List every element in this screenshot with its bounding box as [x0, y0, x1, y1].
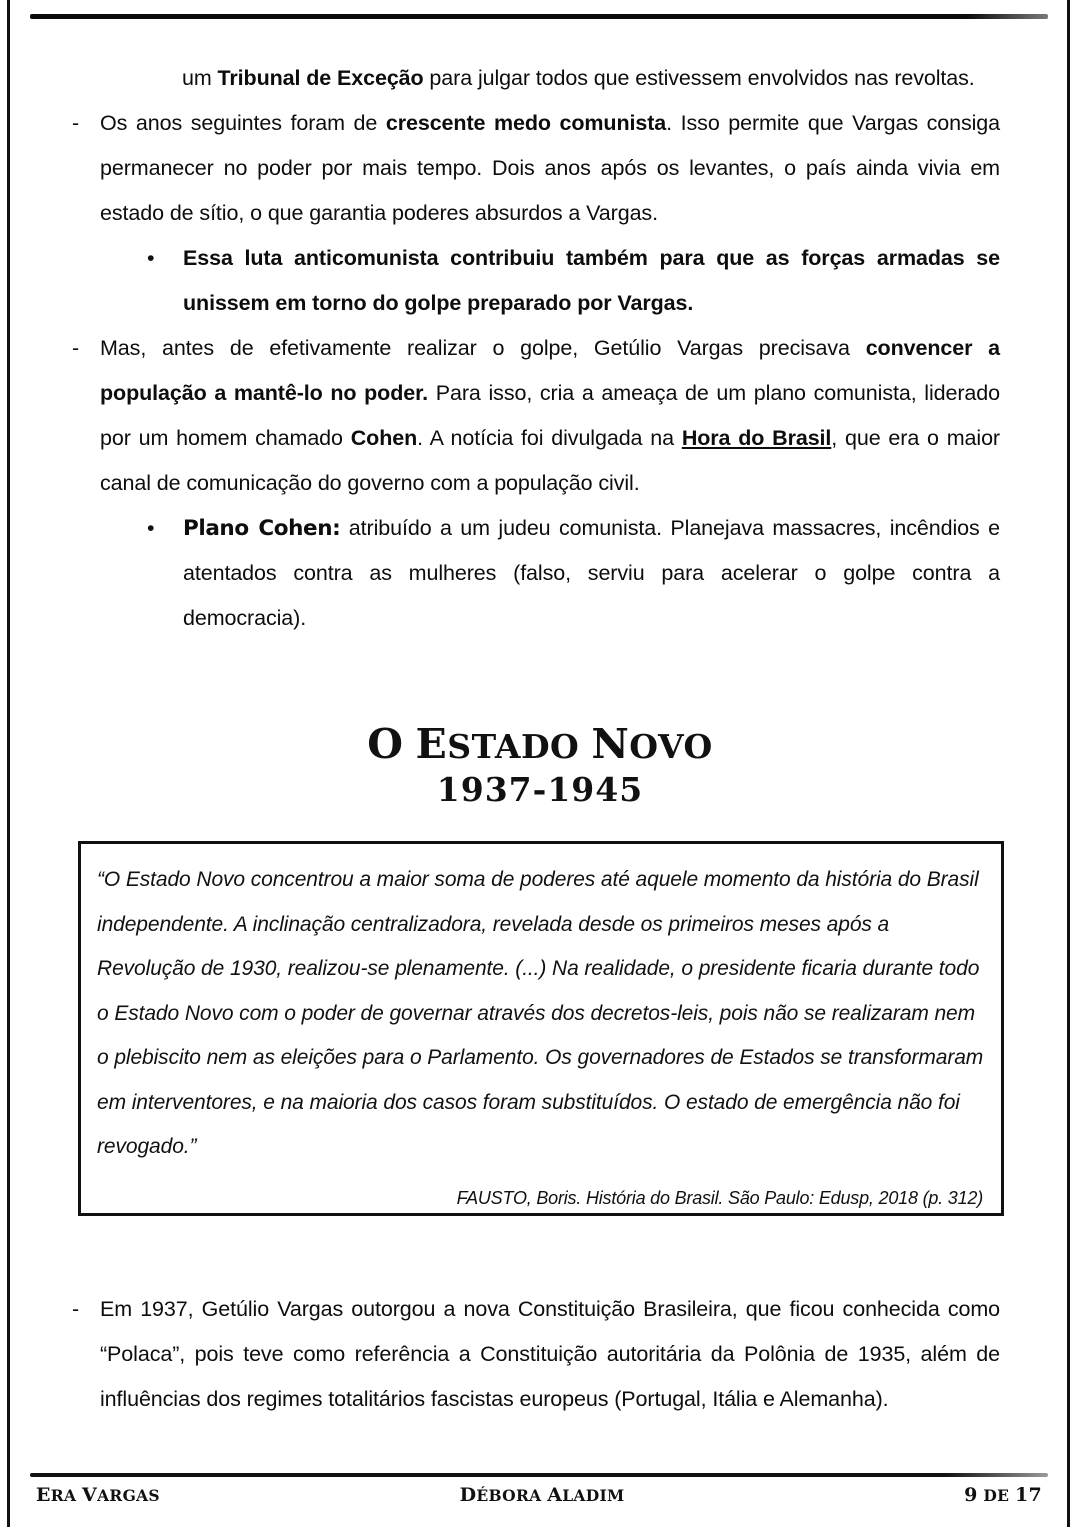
round-bullet-icon: • [147, 246, 155, 270]
text-bold-underline-hora-do-brasil: Hora do Brasil [681, 426, 832, 450]
round-bullet-icon: • [147, 516, 155, 540]
section-title-line-1 [60, 722, 1020, 769]
text-bold-convencer-populacao: convencer a população a mantê-lo no poder. [100, 336, 1000, 405]
footer-page-total: 17 [1014, 1484, 1042, 1506]
quote-callout-box [78, 841, 1004, 1216]
dash-bullet-icon: - [72, 111, 80, 135]
text-plain: Os anos seguintes foram de [100, 111, 386, 135]
section-title-line-2-years: 1937-1945 [436, 770, 644, 809]
footer-center-rest-ladim: LADIM [562, 1486, 625, 1505]
text-plain: . Isso permite que Vargas consiga permanecer no poder por mais tempo. Dois anos após os levantes, o país ainda vivia em estado de sítio, o que garantia poderes absurdos a Vargas. [100, 111, 1001, 225]
footer-center-cap-d: D [459, 1484, 477, 1506]
list-item-bullet-plano-cohen [145, 506, 1000, 641]
text-bold-tribunal-excecao: Tribunal de Exceção [217, 66, 424, 90]
text-plain: Em 1937, Getúlio Vargas outorgou a nova Constituição Brasileira, que ficou conhecida como “Polaca”, pois teve como referência a Constituição autoritária da Polônia de 1935, além de influências dos regimes totalitários fascistas europeus (Portugal, Itália e Alemanha). [100, 1297, 1000, 1411]
text-plain: Mas, antes de efetivamente realizar o golpe, Getúlio Vargas precisava [100, 336, 866, 360]
footer-left-cap-v: V [82, 1484, 98, 1506]
footer-document-title [36, 1484, 160, 1506]
footer-left-cap-e: E [36, 1484, 51, 1506]
quote-source-citation: FAUSTO, Boris. História do Brasil. São Paulo: Edusp, 2018 (p. 312) [456, 1187, 983, 1208]
list-item-dash-mas-antes-de-efetivamente [60, 326, 1000, 506]
title-word-estado-rest: STADO [447, 727, 580, 766]
document-body-tail [60, 1287, 1020, 1422]
footer-author-name [160, 1484, 964, 1506]
page-footer [36, 1484, 1042, 1506]
text-bold-crescente-medo-comunista: crescente medo comunista [385, 111, 667, 135]
text-bold-cohen: Cohen [350, 426, 418, 450]
text-plain: . A notícia foi divulgada na [417, 426, 682, 450]
document-body [60, 56, 1020, 641]
title-word-novo-rest: OVO [629, 727, 713, 766]
page-left-edge-rule [7, 0, 10, 1527]
title-letter-o: O [367, 720, 404, 768]
footer-page-current: 9 [964, 1484, 978, 1506]
title-space [403, 727, 415, 766]
text-plain: atribuído a um judeu comunista. Planejava massacres, incêndios e atentados contra as mulheres (falso, serviu para acelerar o golpe contra a democracia). [183, 516, 1000, 630]
header-divider-rule [30, 14, 1048, 19]
footer-page-number [964, 1484, 1042, 1506]
page-right-edge-rule [1067, 0, 1070, 1527]
title-letter-e: E [415, 720, 448, 768]
footer-center-cap-a: A [547, 1484, 563, 1506]
text-bold-essa-luta: Essa luta anticomunista contribuiu também para que as forças armadas se unissem em torno do golpe preparado por Vargas. [183, 246, 1000, 315]
title-letter-n: N [591, 720, 630, 768]
list-item-bullet-essa-luta-anticomunista [145, 236, 1000, 326]
paragraph-continuation [182, 56, 1000, 101]
list-item-dash-os-anos-seguintes [60, 101, 1000, 236]
text-plain: um [182, 66, 218, 90]
dash-bullet-icon: - [72, 1297, 80, 1321]
text-plain: , que era o maior canal de comunicação do governo com a população civil. [100, 426, 1000, 495]
footer-divider-rule [30, 1473, 1048, 1477]
quote-inner-wrapper [97, 858, 987, 1212]
text-plain: Para isso, cria a ameaça de um plano comunista, liderado por um homem chamado [100, 381, 1000, 450]
text-plain: para julgar todos que estivessem envolvidos nas revoltas. [423, 66, 975, 90]
footer-center-rest-ebora: ÉBORA [476, 1486, 548, 1505]
footer-left-rest-argas: ARGAS [97, 1486, 160, 1505]
quote-text: “O Estado Novo concentrou a maior soma de poderes até aquele momento da história do Brasil independente. A inclinação centralizadora, revelada desde os primeiros meses após a Revolução de 1930, realizou-se plenamente. (...) Na realidade, o presidente ficaria durante todo o Estado Novo com o poder de governar através dos decretos-leis, pois não se realizaram nem o plebiscito nem as eleições para o Parlamento. Os governadores de Estados se transformaram em interventores, e na maioria dos casos foram substituídos. O estado de emergência não foi revogado.” [97, 868, 984, 1158]
text-heavy-label-plano-cohen: Plano Cohen: [183, 516, 341, 541]
footer-left-rest-ra: RA [50, 1486, 83, 1505]
list-item-dash-em-1937-constituicao [60, 1287, 1000, 1422]
section-title-block [60, 722, 1020, 811]
footer-page-de: DE [977, 1486, 1015, 1505]
dash-bullet-icon: - [72, 336, 80, 360]
title-space [579, 727, 591, 766]
